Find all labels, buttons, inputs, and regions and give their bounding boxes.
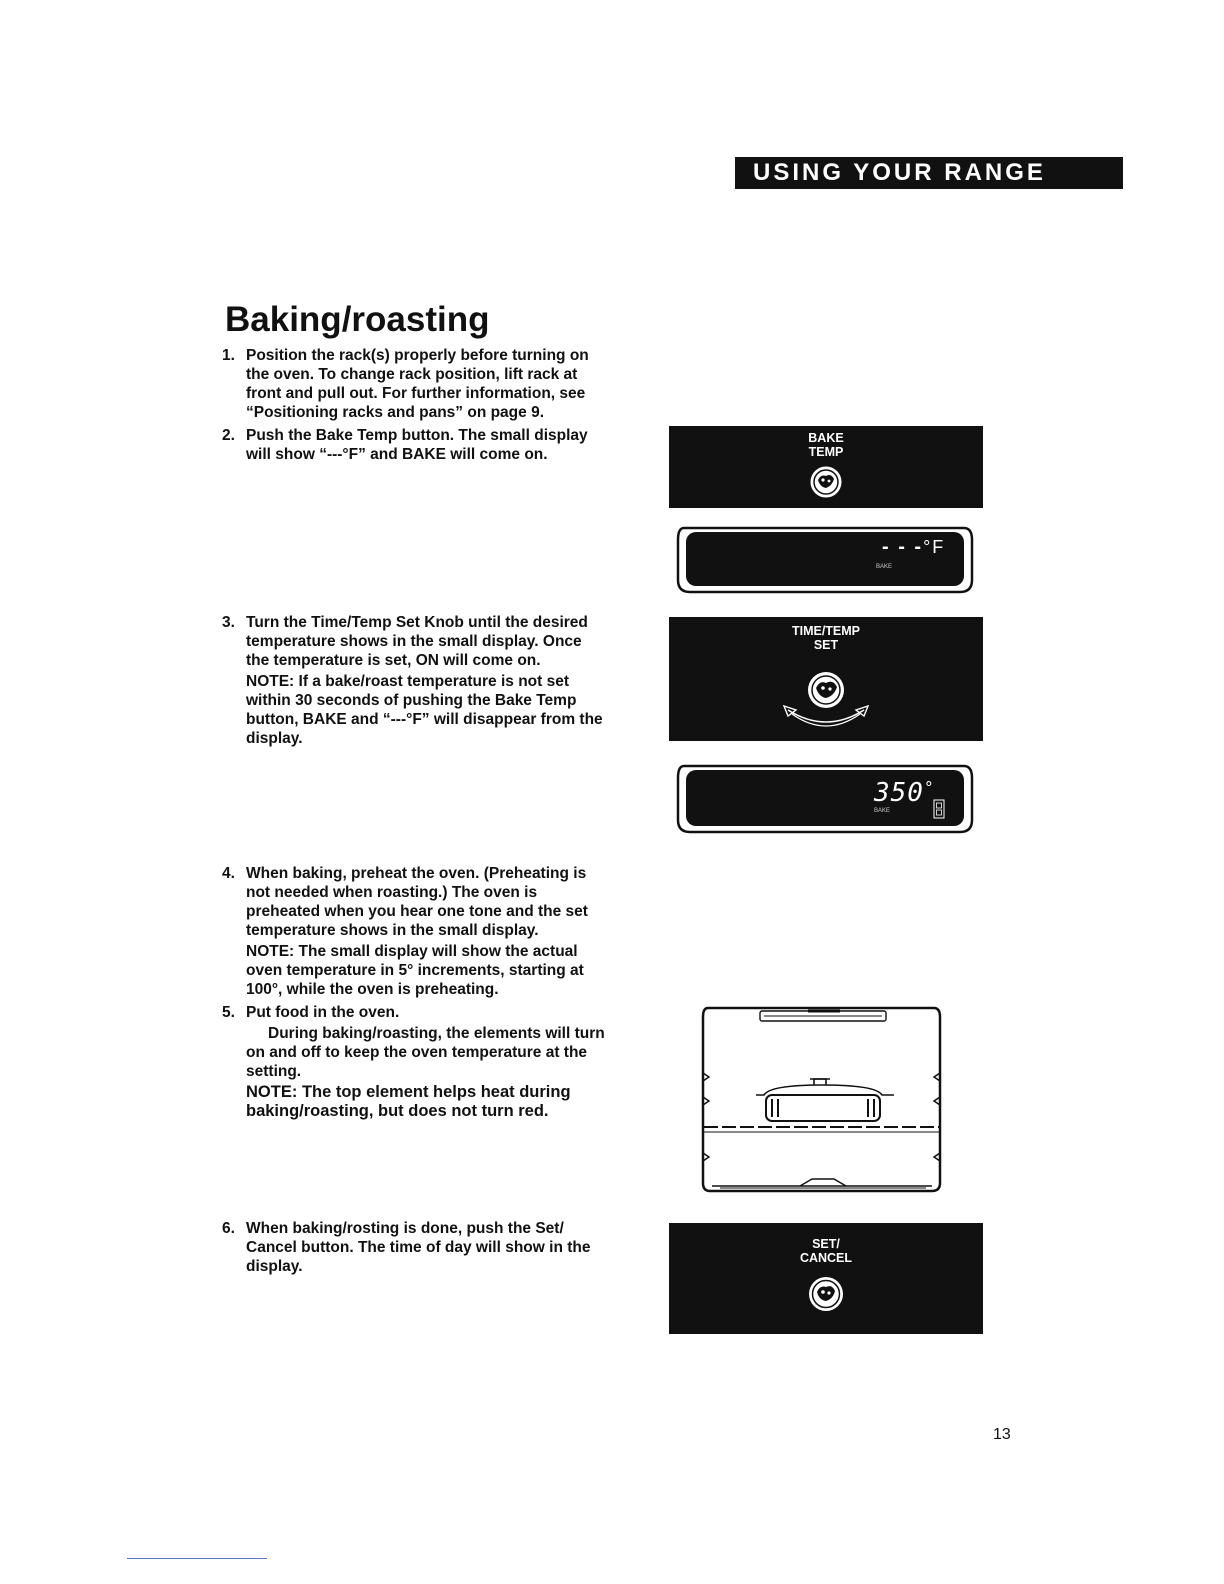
step-number: 4. [222, 865, 235, 882]
note-text: The top element helps heat during baking/roasting, but does not turn red. [246, 1083, 571, 1120]
display-2-value: 350 [874, 778, 924, 808]
step-text-2: During baking/roasting, the elements will turn on and off to keep the oven temperature at the setting. [246, 1025, 605, 1080]
display-1-bake-indicator: BAKE [876, 564, 893, 570]
step-5 [222, 1003, 607, 1123]
set-cancel-label-line1: SET/ [812, 1237, 840, 1251]
note-text: The small display will show the actual oven temperature in 5° increments, starting at 100°, while the oven is preheating. [246, 943, 584, 998]
page-number: 13 [993, 1426, 1011, 1443]
step-number: 1. [222, 347, 235, 364]
time-temp-label-line2: SET [813, 638, 839, 652]
page-title: Baking/roasting [225, 300, 490, 339]
step-1 [222, 346, 607, 424]
display-2-unit: ° [923, 778, 935, 797]
step-number: 3. [222, 614, 235, 631]
display-2-bake-indicator: BAKE [874, 808, 891, 814]
set-cancel-button-icon[interactable] [807, 1275, 845, 1313]
display-1-value: - - - [882, 536, 924, 558]
step-note [246, 1083, 607, 1121]
step-text: When baking, preheat the oven. (Preheating is not needed when roasting.) The oven is preheated when you hear one tone and the set temperature shows in the small display. [246, 865, 588, 939]
step-text: When baking/rosting is done, push the Set/ Cancel button. The time of day will show in the display. [246, 1220, 591, 1275]
step-4 [222, 864, 607, 1001]
step-text: Push the Bake Temp button. The small display will show “---°F” and BAKE will come on. [246, 427, 588, 463]
display-1 [676, 522, 974, 594]
oven-illustration [700, 1003, 944, 1195]
bake-temp-label-line1: BAKE [808, 431, 844, 445]
step-2 [222, 426, 607, 466]
set-cancel-panel [669, 1223, 983, 1334]
step-text: Position the rack(s) properly before turning on the oven. To change rack position, lift rack at front and pull out. For further information, see “Positioning racks and pans” on page 9. [246, 347, 589, 421]
note-label: NOTE: [246, 1083, 298, 1101]
display-2 [676, 760, 974, 835]
step-6 [222, 1219, 607, 1278]
step-number: 2. [222, 427, 235, 444]
step-3 [222, 613, 607, 750]
step-note [246, 942, 607, 999]
step-text: Put food in the oven. [246, 1004, 400, 1021]
step-number: 5. [222, 1004, 235, 1021]
bake-temp-button-icon[interactable] [809, 465, 843, 499]
note-label: NOTE: [246, 673, 295, 690]
time-temp-set-panel [669, 617, 983, 741]
footer-rule [127, 1558, 267, 1559]
bake-temp-label-line2: TEMP [808, 445, 844, 459]
note-label: NOTE: [246, 943, 295, 960]
time-temp-knob-icon[interactable] [776, 656, 876, 736]
set-cancel-label-line2: CANCEL [799, 1251, 853, 1265]
step-text: Turn the Time/Temp Set Knob until the desired temperature shows in the small display. Once the temperature is set, ON will come on. [246, 614, 588, 669]
step-number: 6. [222, 1220, 235, 1237]
bake-temp-panel [669, 426, 983, 508]
note-text: If a bake/roast temperature is not set within 30 seconds of pushing the Bake Temp button, BAKE and “---°F” will disappear from the display. [246, 673, 603, 747]
display-1-unit: °F [923, 537, 946, 557]
time-temp-label-line1: TIME/TEMP [791, 624, 861, 638]
section-banner: USING YOUR RANGE [735, 157, 1123, 189]
step-note [246, 672, 607, 748]
